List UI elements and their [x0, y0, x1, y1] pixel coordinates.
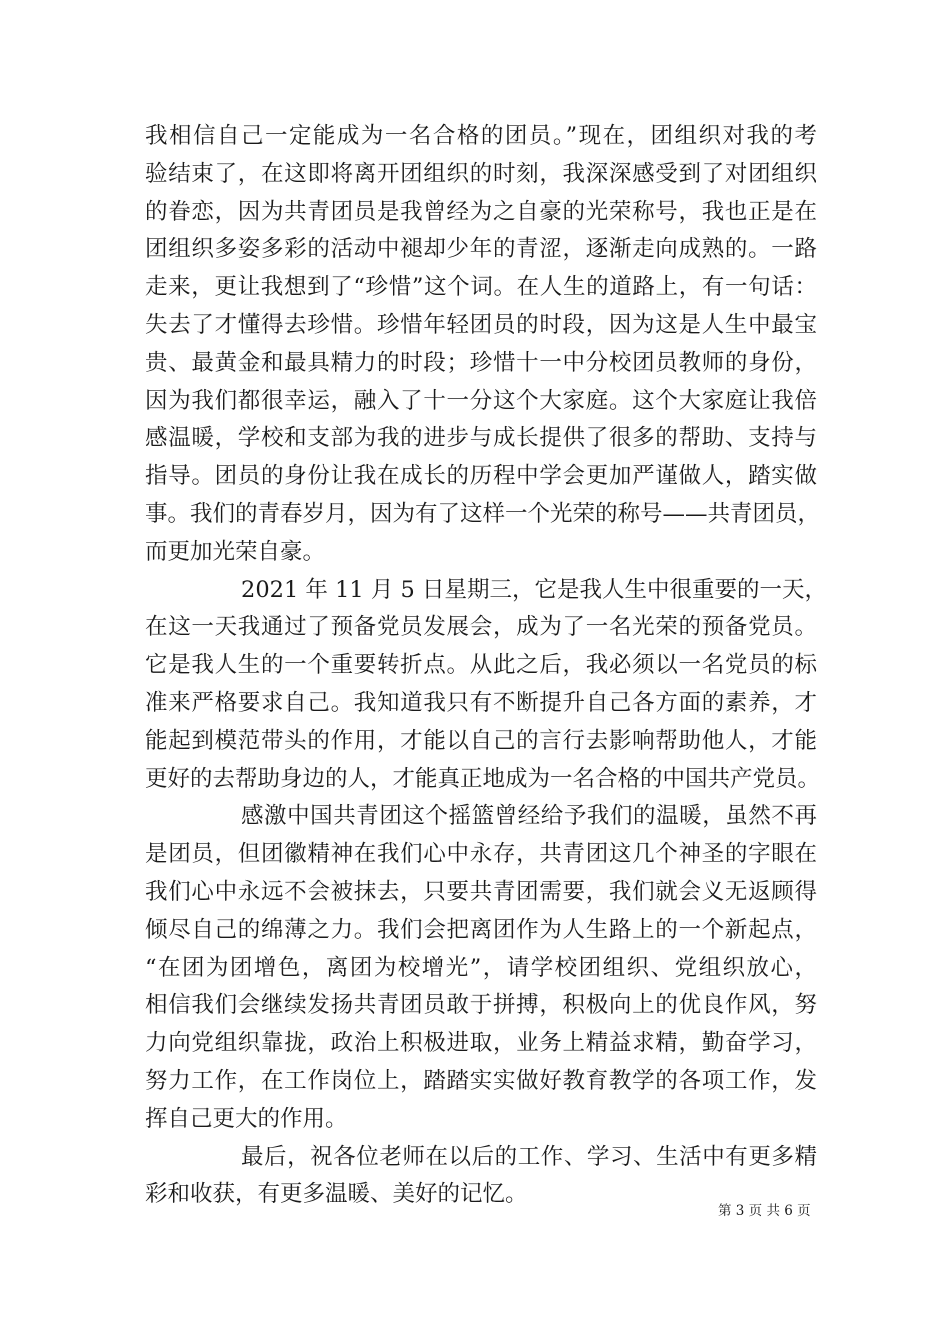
- paragraph: [145, 1139, 817, 1215]
- text-line: 是团员，但团徽精神在我们心中永存，共青团这几个神圣的字眼在: [145, 841, 817, 868]
- text-line: 感温暖，学校和支部为我的进步与成长提供了很多的帮助、支持与: [145, 425, 817, 452]
- text-line: 走来，更让我想到了“珍惜”这个词。在人生的道路上，有一句话：: [145, 274, 817, 301]
- page-number-footer: 第 3 页 共 6 页: [718, 1203, 811, 1219]
- text-line: 2021 年 11 月 5 日星期三，它是我人生中很重要的一天，: [241, 576, 827, 603]
- text-line: 能起到模范带头的作用，才能以自己的言行去影响帮助他人，才能: [145, 727, 817, 754]
- text-line: 我们心中永远不会被抹去，只要共青团需要，我们就会义无返顾得: [145, 878, 817, 905]
- text-line: 最后，祝各位老师在以后的工作、学习、生活中有更多精: [241, 1143, 817, 1170]
- text-line: 验结束了，在这即将离开团组织的时刻，我深深感受到了对团组织: [145, 160, 817, 187]
- text-line: 因为我们都很幸运，融入了十一分这个大家庭。这个大家庭让我倍: [145, 387, 817, 414]
- text-line: 而更加光荣自豪。: [145, 538, 326, 565]
- text-line: 感激中国共青团这个摇篮曾经给予我们的温暖，虽然不再: [241, 803, 817, 830]
- text-line: 准来严格要求自己。我知道我只有不断提升自己各方面的素养，才: [145, 689, 817, 716]
- text-line: 事。我们的青春岁月，因为有了这样一个光荣的称号——共青团员，: [145, 500, 821, 527]
- text-line: 相信我们会继续发扬共青团员敢于拼搏，积极向上的优良作风，努: [145, 992, 817, 1019]
- text-line: 指导。团员的身份让我在成长的历程中学会更加严谨做人，踏实做: [145, 463, 817, 490]
- text-line: 彩和收获，有更多温暖、美好的记忆。: [145, 1181, 528, 1208]
- text-line: 团组织多姿多彩的活动中褪却少年的青涩，逐渐走向成熟的。一路: [145, 236, 817, 263]
- text-line: 失去了才懂得去珍惜。珍惜年轻团员的时段，因为这是人生中最宝: [145, 311, 817, 338]
- document-body: [145, 118, 827, 1214]
- text-line: 更好的去帮助身边的人，才能真正地成为一名合格的中国共产党员。: [145, 765, 821, 792]
- text-line: 倾尽自己的绵薄之力。我们会把离团作为人生路上的一个新起点，: [145, 916, 817, 943]
- text-line: 力向党组织靠拢，政治上积极进取，业务上精益求精，勤奋学习，: [145, 1030, 817, 1057]
- text-line: 贵、最黄金和最具精力的时段；珍惜十一中分校团员教师的身份，: [145, 349, 817, 376]
- text-line: 的眷恋，因为共青团员是我曾经为之自豪的光荣称号，我也正是在: [145, 198, 817, 225]
- text-line: 在这一天我通过了预备党员发展会，成为了一名光荣的预备党员。: [145, 614, 817, 641]
- text-line: “在团为团增色，离团为校增光”，请学校团组织、党组织放心，: [145, 954, 817, 981]
- text-line: 我相信自己一定能成为一名合格的团员。”现在，团组织对我的考: [145, 123, 817, 149]
- paragraph: [145, 572, 827, 799]
- paragraph: [145, 118, 821, 572]
- text-line: 努力工作，在工作岗位上，踏踏实实做好教育教学的各项工作，发: [145, 1067, 817, 1094]
- text-line: 挥自己更大的作用。: [145, 1105, 348, 1132]
- paragraph: [145, 798, 817, 1138]
- text-line: 它是我人生的一个重要转折点。从此之后，我必须以一名党员的标: [145, 652, 817, 679]
